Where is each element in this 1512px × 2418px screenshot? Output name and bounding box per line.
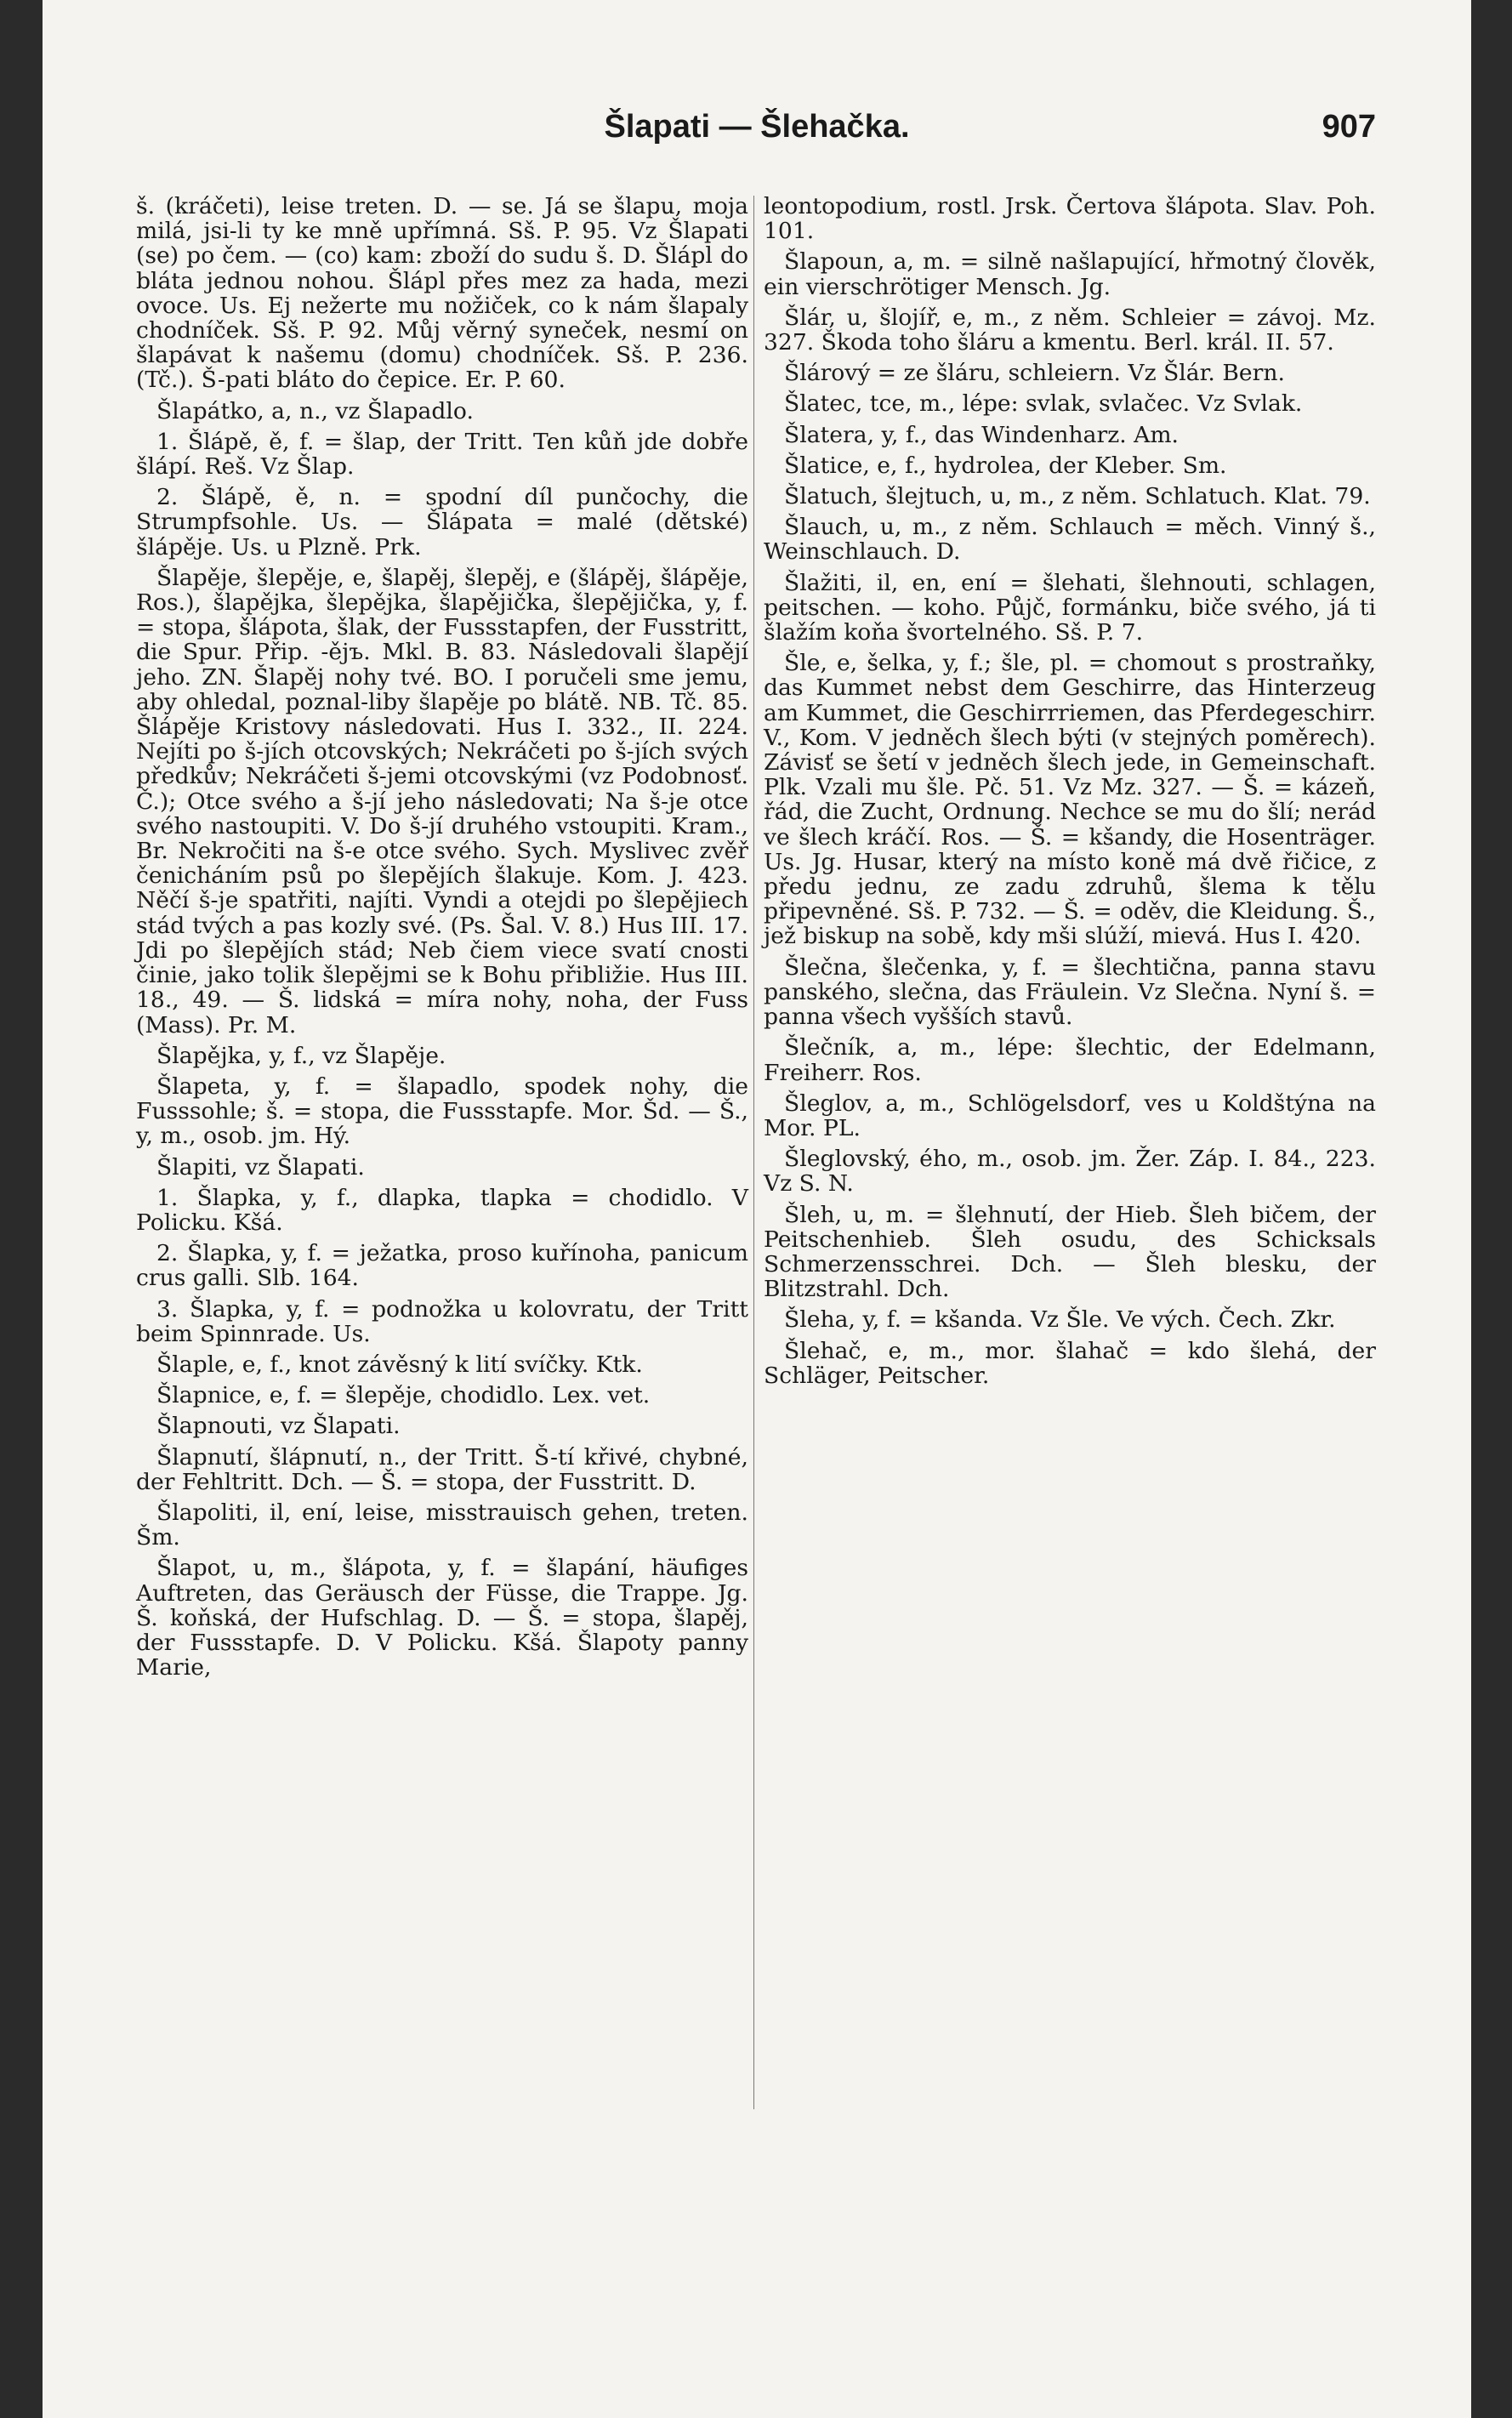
entry-paragraph: Šlapnutí, šlápnutí, n., der Tritt. Š-tí křivé, chybné, der Fehltritt. Dch. — Š. = stopa, der Fusstritt. D. bbox=[136, 1443, 748, 1495]
entry-paragraph: Šleha, y, f. = kšanda. Vz Šle. Ve vých. Čech. Zkr. bbox=[784, 1306, 1336, 1334]
entry-paragraph: Šlauch, u, m., z něm. Schlauch = měch. Vinný š., Weinschlauch. D. bbox=[764, 514, 1376, 566]
entry-paragraph: Šlapěje, šlepěje, e, šlapěj, šlepěj, e (šlápěj, šlápěje, Ros.), šlapějka, šlepějka, šlapějička, šlepějička, y, f. = stopa, šlápota, šlak, der Fussstapfen, der Fusstritt, die Spur. Přip. -ějъ. Mkl. B. 83. Následovali šlapějí jeho. ZN. Šlapěj nohy tvé. BO. I poručeli sme jemu, aby ohledal, poznal-liby šlapěje po blátě. NB. Tč. 85. Šlápěje Kristovy následovati. Hus I. 332., II. 224. Nejíti po š-jích otcovských; Nekráčeti po š-jích svých předkův; Nekráčeti š-jemi otcovskými (vz Podobnosť. Č.); Otce svého a š-jí jeho následovati; Na š-je otce svého nastoupiti. V. Do š-jí druhého vstoupiti. Kram., Br. Nekročiti na š-e otce svého. Sych. Myslivec zvěř čenicháním psů po šlepějích šlakuje. Kom. J. 423. Něčí š-je spatřiti, najíti. Vyndi a otejdi po šlepějiech stád tvých a pas kozly své. (Ps. Šal. V. 8.) Hus III. 17. Jdi po šlepějích stád; Neb čiem viece svatí cnosti činie, jako tolik šlepějmi se k Bohu přibližie. Hus III. 18., 49. — Š. lidská = míra nohy, noha, der Fuss (Mass). Pr. M. bbox=[136, 564, 748, 1038]
column-divider bbox=[753, 196, 754, 2109]
entry-paragraph: 2. Šlápě, ě, n. = spodní díl punčochy, die Strumpfsohle. Us. — Šlápata = malé (dětské) šlápěje. Us. u Plzně. Prk. bbox=[136, 484, 748, 560]
entry-paragraph: Šlatec, tce, m., lépe: svlak, svlačec. Vz Svlak. bbox=[784, 390, 1303, 418]
entry-paragraph: Šlečník, a, m., lépe: šlechtic, der Edelmann, Freiherr. Ros. bbox=[764, 1034, 1376, 1086]
left-column bbox=[136, 194, 748, 1686]
right-column bbox=[764, 194, 1376, 1394]
entry-paragraph: Šlatera, y, f., das Windenharz. Am. bbox=[784, 421, 1179, 448]
entry-paragraph: Šlečna, šlečenka, y, f. = šlechtična, panna stavu panského, slečna, das Fräulein. Vz Slečna. Nyní š. = panna všech vyšších stavů. bbox=[764, 953, 1376, 1031]
entry-paragraph: Šleh, u, m. = šlehnutí, der Hieb. Šleh bičem, der Peitschenhieb. Šleh osudu, des Schicksals Schmerzensschrei. Dch. — Šleh blesku, der Blitzstrahl. Dch. bbox=[764, 1201, 1376, 1303]
entry-paragraph: Šlapoun, a, m. = silně našlapující, hřmotný člověk, ein vierschrötiger Mensch. Jg. bbox=[764, 248, 1376, 300]
entry-paragraph: Šleglovský, ého, m., osob. jm. Žer. Záp. I. 84., 223. Vz S. N. bbox=[764, 1146, 1376, 1198]
running-title: Šlapati — Šlehačka. bbox=[604, 109, 910, 145]
entry-paragraph: Šleglov, a, m., Schlögelsdorf, ves u Koldštýna na Mor. PL. bbox=[764, 1090, 1376, 1141]
entry-paragraph: Šlapnice, e, f. = šlepěje, chodidlo. Lex. vet. bbox=[156, 1382, 651, 1409]
entry-paragraph: Šlaple, e, f., knot závěsný k lití svíčky. Ktk. bbox=[156, 1351, 643, 1378]
entry-paragraph: Šlapot, u, m., šlápota, y, f. = šlapání, häufiges Auftreten, das Geräusch der Füsse, die Trappe. Jg. Š. koňská, der Hufschlag. D. — Š. = stopa, šlapěj, der Fussstapfe. D. V Policku. Kšá. Šlapoty panny Marie, bbox=[136, 1555, 748, 1681]
entry-paragraph: Šlapiti, vz Šlapati. bbox=[156, 1153, 365, 1181]
entry-paragraph: Šlapějka, y, f., vz Šlapěje. bbox=[156, 1042, 446, 1069]
entry-paragraph: Šle, e, šelka, y, f.; šle, pl. = chomout s prostraňky, das Kummet nebst dem Geschirre, das Hinterzeug am Kummet, die Geschirrriemen, das Pferdegeschirr. V., Kom. V jedněch šlech býti (v stejných poměrech). Závisť se šetí v jedněch šlech jede, in Gemeinschaft. Plk. Vzali mu šle. Pč. 51. Vz Mz. 327. — Š. = kázeň, řád, die Zucht, Ordnung. Nechce se mu do šlí; nerád ve šlech kráčí. Ros. — Š. = kšandy, die Hosenträger. Us. Jg. Husar, který na místo koně má dvě řičice, z předu jednu, ze zadu zdruhů, šlema k tělu připevněné. Sš. P. 732. — Š. = oděv, die Kleidung. Š., jež biskup na sobě, kdy mši slúží, mievá. Hus I. 420. bbox=[764, 650, 1376, 950]
entry-paragraph: Šlár, u, šlojíř, e, m., z něm. Schleier = závoj. Mz. 327. Škoda toho šláru a kmentu. Berl. král. II. 57. bbox=[764, 304, 1376, 356]
entry-paragraph: 3. Šlapka, y, f. = podnožka u kolovratu, der Tritt beim Spinnrade. Us. bbox=[136, 1295, 748, 1347]
page-number: 907 bbox=[1322, 109, 1376, 145]
page-header bbox=[43, 109, 1471, 160]
entry-paragraph: Šlapnouti, vz Šlapati. bbox=[156, 1413, 401, 1440]
dictionary-page bbox=[43, 0, 1471, 2418]
entry-paragraph: Šlapeta, y, f. = šlapadlo, spodek nohy, die Fusssohle; š. = stopa, die Fussstapfe. Mor. Šd. — Š., y, m., osob. jm. Hý. bbox=[136, 1072, 748, 1150]
entry-paragraph: leontopodium, rostl. Jrsk. Čertova šlápota. Slav. Poh. 101. bbox=[764, 193, 1376, 245]
entry-paragraph: 1. Šlapka, y, f., dlapka, tlapka = chodidlo. V Policku. Kšá. bbox=[136, 1184, 748, 1236]
entry-paragraph: Šlapoliti, il, ení, leise, misstrauisch gehen, treten. Šm. bbox=[136, 1499, 748, 1551]
entry-paragraph: 1. Šlápě, ě, f. = šlap, der Tritt. Ten kůň jde dobře šlápí. Reš. Vz Šlap. bbox=[136, 428, 748, 481]
entry-paragraph: Šlapátko, a, n., vz Šlapadlo. bbox=[156, 397, 474, 424]
entry-paragraph: Šlatuch, šlejtuch, u, m., z něm. Schlatuch. Klat. 79. bbox=[784, 483, 1371, 510]
entry-paragraph: š. (kráčeti), leise treten. D. — se. Já se šlapu, moja milá, jsi-li ty ke mně upřímná. Sš. P. 95. Vz Šlapati (se) po čem. — (co) kam: zboží do sudu š. D. Šlápl do bláta jednou nohou. Šlápl přes mez za hada, mezi ovoce. Us. Ej nežerte mu nožiček, co k nám šlapaly chodníček. Sš. P. 92. Můj věrný syneček, nesmí on šlapávat k našemu (domu) chodníček. Sš. P. 236. (Tč.). Š-pati bláto do čepice. Er. P. 60. bbox=[136, 193, 748, 394]
entry-paragraph: Šlehač, e, m., mor. šlahač = kdo šlehá, der Schläger, Peitscher. bbox=[764, 1337, 1376, 1389]
entry-paragraph: Šlatice, e, f., hydrolea, der Kleber. Sm. bbox=[784, 452, 1227, 479]
entry-paragraph: Šlárový = ze šláru, schleiern. Vz Šlár. Bern. bbox=[784, 360, 1285, 387]
entry-paragraph: Šlažiti, il, en, ení = šlehati, šlehnouti, schlagen, peitschen. — koho. Půjč, formánku, biče svého, já ti šlažím koňa švortelného. Sš. P. 7. bbox=[764, 569, 1376, 646]
entry-paragraph: 2. Šlapka, y, f. = ježatka, proso kuřínoha, panicum crus galli. Slb. 164. bbox=[136, 1240, 748, 1292]
